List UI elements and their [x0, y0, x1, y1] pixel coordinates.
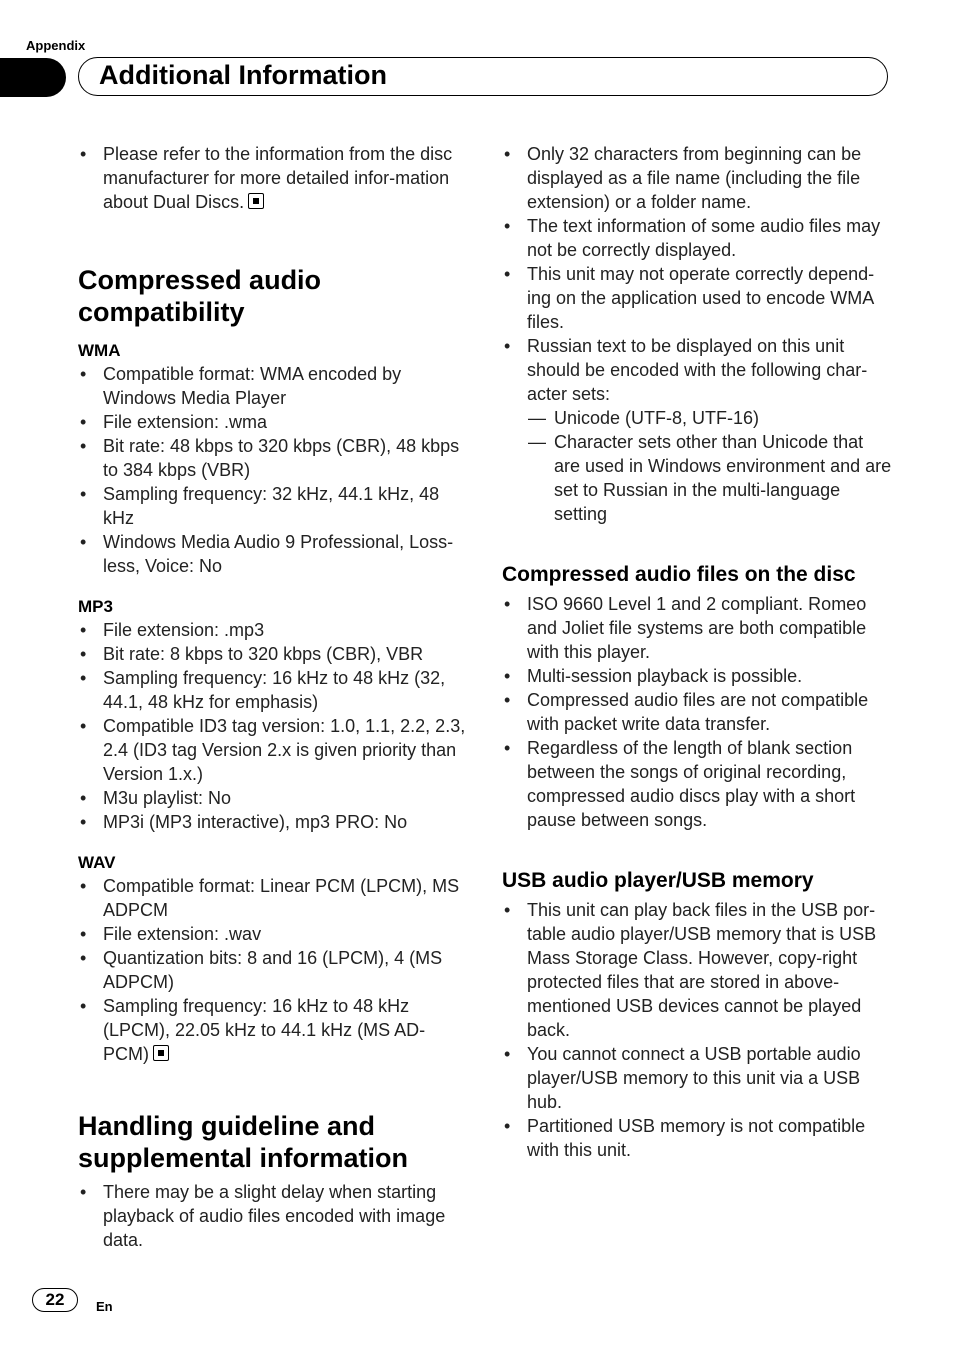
header-banner	[78, 57, 888, 96]
filename-notes-list	[502, 142, 894, 406]
handling-heading: Handling guideline and supplemental information	[78, 1111, 409, 1173]
mp3-heading: MP3	[78, 597, 113, 616]
compressed-audio-heading: Compressed audio compatibility	[78, 265, 322, 327]
usb-list	[502, 898, 894, 1162]
mp3-list	[78, 618, 468, 834]
list-item: • There may be a slight delay when starting playback of audio files encoded with image data.	[78, 1180, 468, 1252]
list-item: • Please refer to the information from the disc manufacturer for more detailed infor-mation about Dual Discs.	[78, 142, 468, 214]
end-mark-icon	[153, 1045, 169, 1061]
list-item: • File extension: .mp3	[78, 618, 468, 642]
list-item: • Bit rate: 48 kbps to 320 kbps (CBR), 48 kbps to 384 kbps (VBR)	[78, 434, 468, 482]
list-item: • MP3i (MP3 interactive), mp3 PRO: No	[78, 810, 468, 834]
section-tab-marker	[0, 58, 66, 97]
list-item: • M3u playlist: No	[78, 786, 468, 810]
list-item: • Bit rate: 8 kbps to 320 kbps (CBR), VBR	[78, 642, 468, 666]
list-item: • Russian text to be displayed on this unit should be encoded with the following char-acter sets:	[502, 334, 894, 406]
wma-heading: WMA	[78, 341, 121, 360]
wav-heading: WAV	[78, 853, 116, 872]
list-item: — Character sets other than Unicode that are used in Windows environment and are set to Russian in the multi-language setting	[528, 430, 894, 526]
list-item: • File extension: .wav	[78, 922, 468, 946]
list-item: • Partitioned USB memory is not compatible with this unit.	[502, 1114, 894, 1162]
list-item: • Regardless of the length of blank section between the songs of original recording, compressed audio discs play with a short pause between songs.	[502, 736, 894, 832]
list-item: — Unicode (UTF-8, UTF-16)	[528, 406, 894, 430]
right-column	[502, 142, 894, 1162]
wav-list	[78, 874, 468, 1066]
list-item: • Windows Media Audio 9 Professional, Loss-less, Voice: No	[78, 530, 468, 578]
list-item: • This unit may not operate correctly depend-ing on the application used to encode WMA files.	[502, 262, 894, 334]
list-item: • Multi-session playback is possible.	[502, 664, 894, 688]
usb-heading: USB audio player/USB memory	[502, 869, 814, 892]
list-item: • Only 32 characters from beginning can be displayed as a file name (including the file extension) or a folder name.	[502, 142, 894, 214]
list-item: • Sampling frequency: 16 kHz to 48 kHz (LPCM), 22.05 kHz to 44.1 kHz (MS AD-PCM)	[78, 994, 468, 1066]
handling-list	[78, 1180, 468, 1252]
list-item: • ISO 9660 Level 1 and 2 compliant. Romeo and Joliet file systems are both compatible with this player.	[502, 592, 894, 664]
list-item: • Quantization bits: 8 and 16 (LPCM), 4 (MS ADPCM)	[78, 946, 468, 994]
list-item: • Sampling frequency: 32 kHz, 44.1 kHz, 48 kHz	[78, 482, 468, 530]
list-item: • Compressed audio files are not compatible with packet write data transfer.	[502, 688, 894, 736]
charset-list	[528, 406, 894, 526]
list-item: • Compatible ID3 tag version: 1.0, 1.1, 2.2, 2.3, 2.4 (ID3 tag Version 2.x is given priority than Version 1.x.)	[78, 714, 468, 786]
page-number: 22	[32, 1288, 78, 1312]
left-column	[78, 142, 468, 1252]
intro-list	[78, 142, 468, 214]
language-label: En	[96, 1299, 113, 1314]
disc-files-list	[502, 592, 894, 832]
disc-files-heading: Compressed audio files on the disc	[502, 563, 856, 586]
list-item: • The text information of some audio files may not be correctly displayed.	[502, 214, 894, 262]
list-item: • Compatible format: Linear PCM (LPCM), MS ADPCM	[78, 874, 468, 922]
page-title: Additional Information	[99, 60, 387, 90]
section-label: Appendix	[26, 38, 86, 53]
list-item: • You cannot connect a USB portable audio player/USB memory to this unit via a USB hub.	[502, 1042, 894, 1114]
list-item: • File extension: .wma	[78, 410, 468, 434]
list-item: • Compatible format: WMA encoded by Windows Media Player	[78, 362, 468, 410]
list-item: • Sampling frequency: 16 kHz to 48 kHz (32, 44.1, 48 kHz for emphasis)	[78, 666, 468, 714]
end-mark-icon	[248, 193, 264, 209]
wma-list	[78, 362, 468, 578]
list-item: • This unit can play back files in the USB por-table audio player/USB memory that is USB Mass Storage Class. However, copy-right protected files that are stored in above-mentioned USB devices cannot be played back.	[502, 898, 894, 1042]
